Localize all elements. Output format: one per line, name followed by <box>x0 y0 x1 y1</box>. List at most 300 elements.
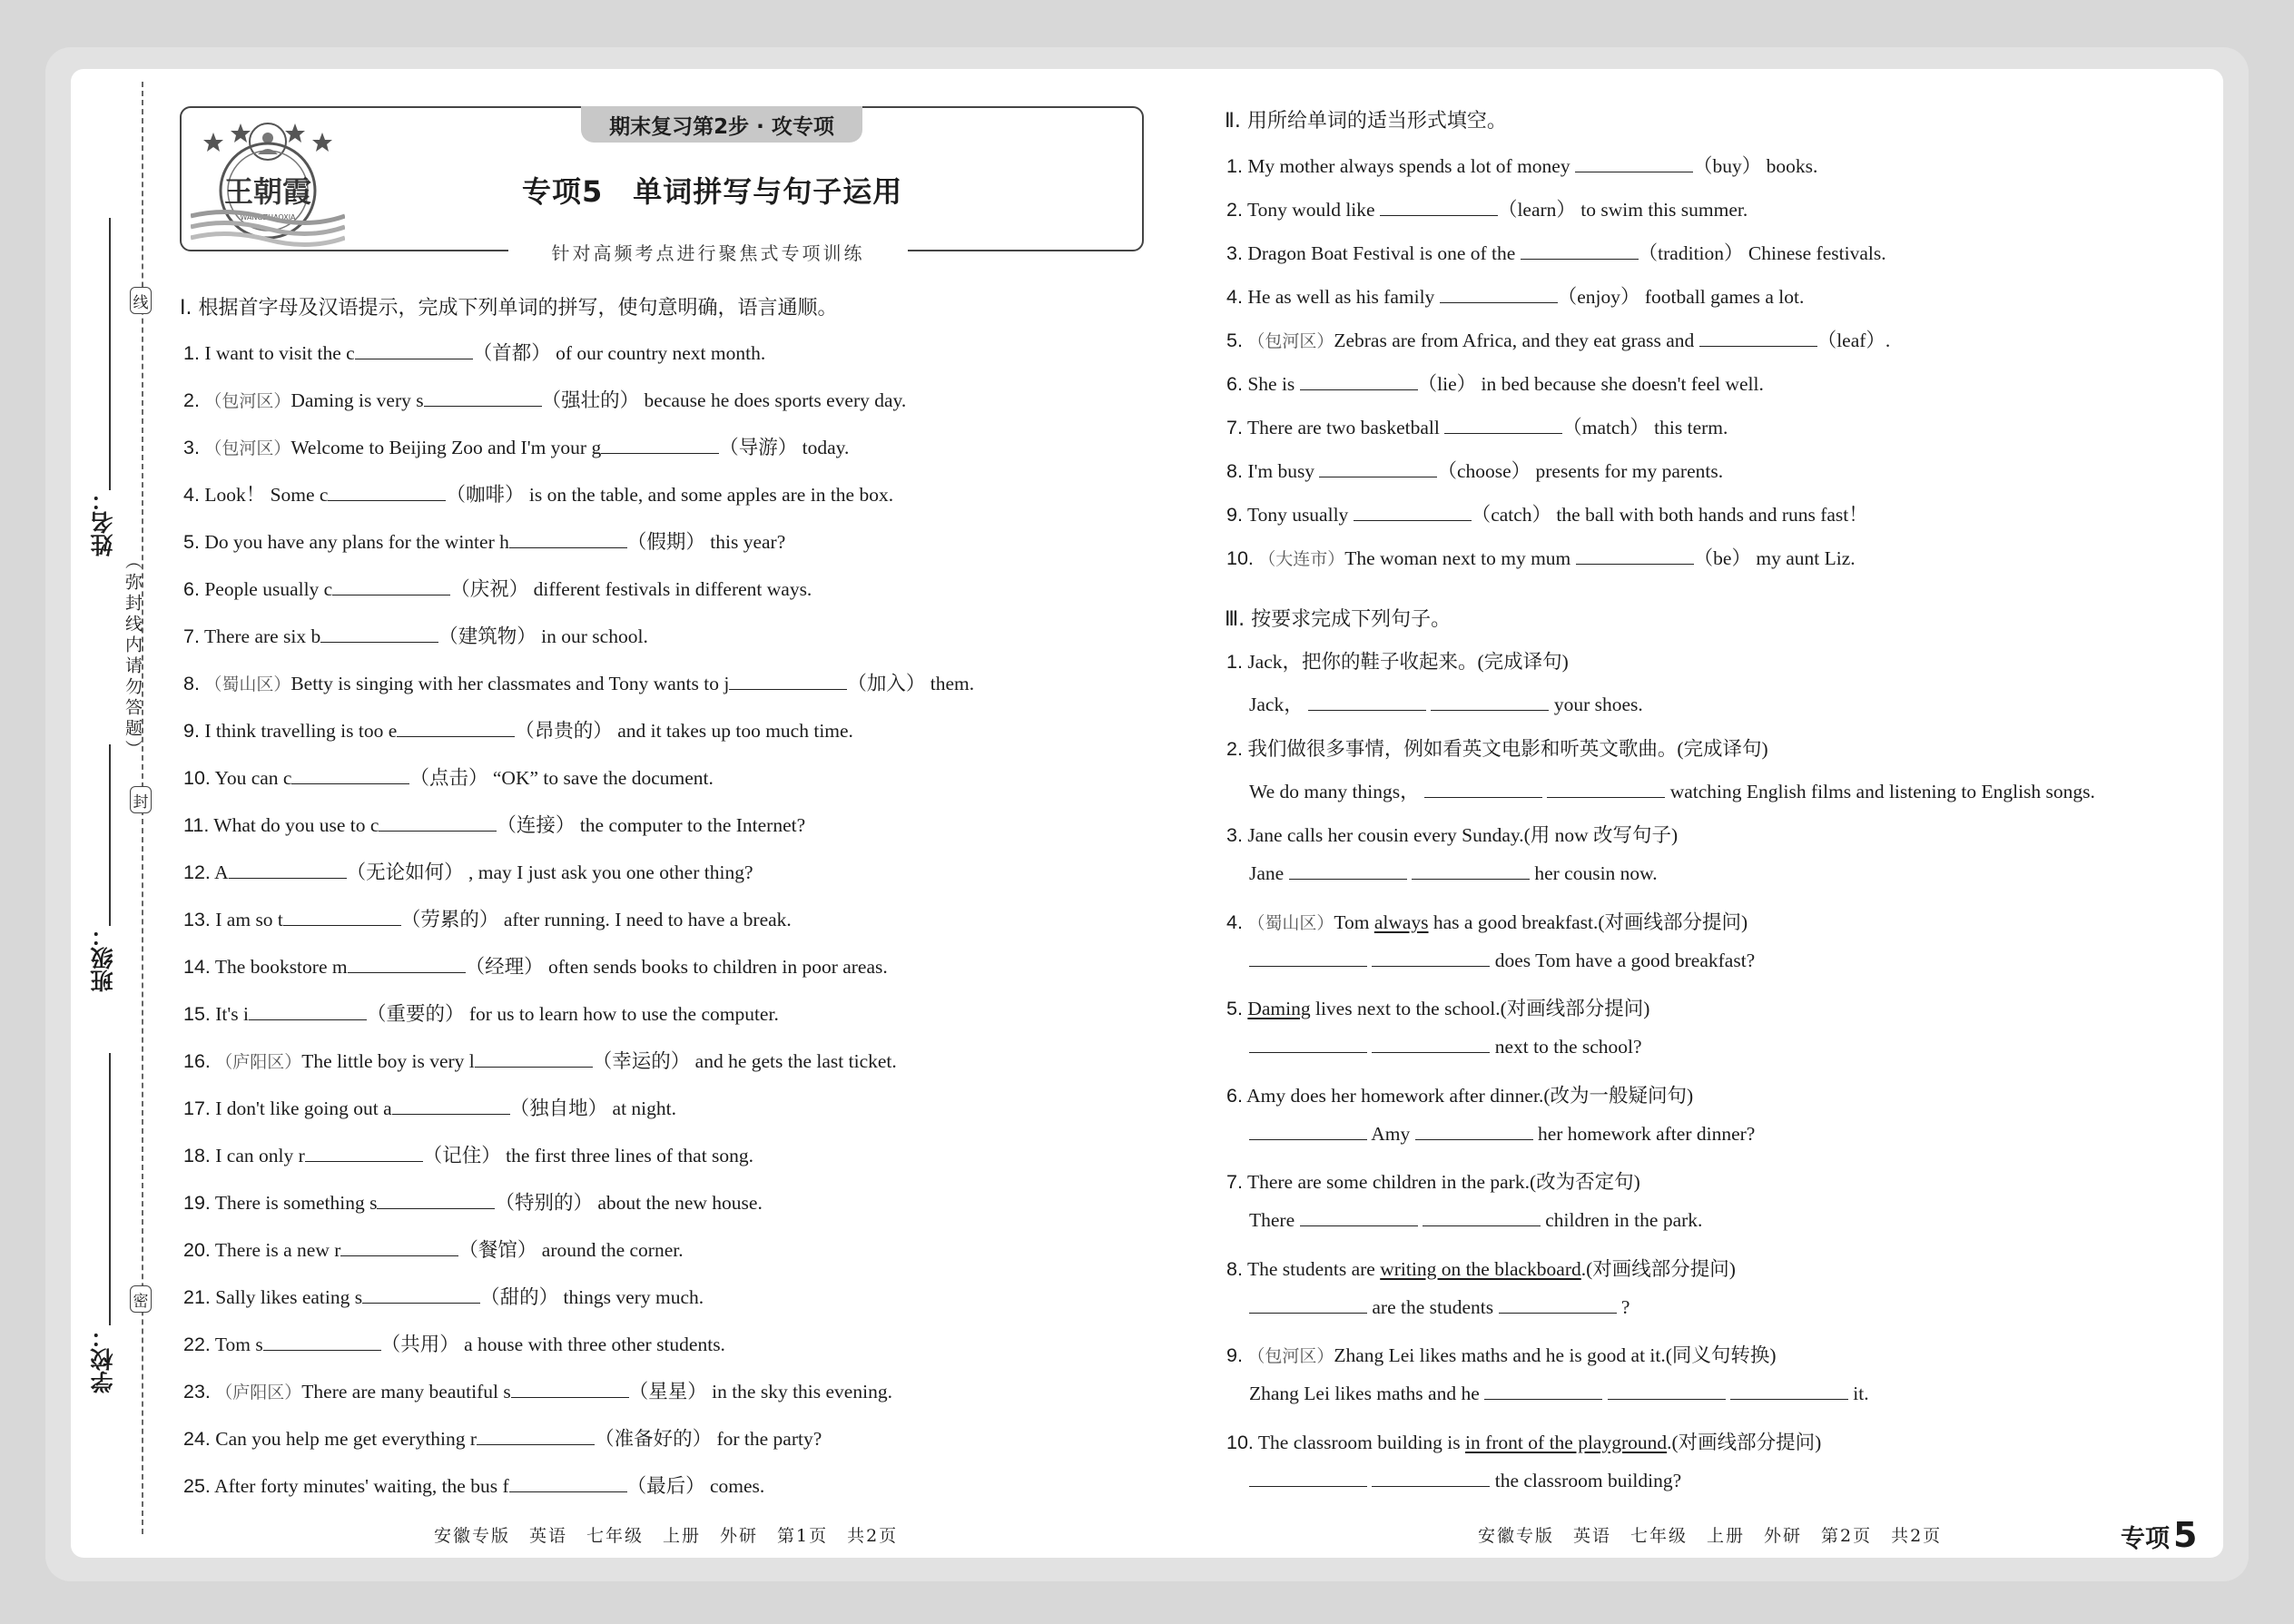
section1-item <box>183 857 753 885</box>
answer-blank[interactable] <box>291 767 409 784</box>
section3-answer-line <box>1249 776 2095 804</box>
question-text: 我们做很多事情，例如看英文电影和听英文歌曲。(完成译句) <box>1247 737 1768 760</box>
footer-left: 安徽专版 英语 七年级 上册 外研 第1页 共2页 <box>434 1526 899 1546</box>
section3-answer-line <box>1249 1296 1629 1319</box>
section1-item <box>183 810 805 838</box>
item-number: 4. <box>1226 286 1243 308</box>
item-rest: different festivals in different ways. <box>533 578 812 600</box>
answer-text: your shoes. <box>1553 694 1643 715</box>
section3-question <box>1226 820 1678 848</box>
hint-text: （无论如何） <box>346 861 464 883</box>
item-number: 7. <box>1226 417 1243 438</box>
item-prompt: Tom s <box>214 1334 263 1355</box>
item-prompt: The little boy is very l <box>301 1050 475 1072</box>
section3-answer-line <box>1249 1036 1642 1058</box>
item-prompt: It's i <box>215 1003 249 1025</box>
item-rest: them. <box>930 673 975 694</box>
section3-question <box>1226 646 1569 674</box>
hint-text: （记住） <box>422 1145 501 1166</box>
section3-answer-line <box>1249 950 1755 972</box>
district-tag: （蜀山区） <box>1247 913 1334 933</box>
answer-blank[interactable] <box>249 1003 367 1020</box>
hint-text: （buy） <box>1692 155 1762 177</box>
hint-text: （choose） <box>1437 460 1531 482</box>
section1-item <box>183 432 849 460</box>
answer-blank[interactable] <box>1372 950 1490 967</box>
page-title: 专项5 单词拼写与句子运用 <box>522 174 903 209</box>
item-prompt: There are two basketball <box>1246 417 1440 438</box>
answer-blank[interactable] <box>1423 1209 1541 1226</box>
answer-blank[interactable] <box>511 1381 629 1398</box>
answer-blank[interactable] <box>1424 781 1542 798</box>
item-rest: in our school. <box>541 625 648 647</box>
item-number: 4. <box>183 484 200 506</box>
hint-text: （be） <box>1693 547 1751 569</box>
seal-mark-bottom: 密 <box>130 1285 152 1313</box>
item-rest: “OK” to save the document. <box>492 767 714 789</box>
hint-text: （庆祝） <box>450 578 529 600</box>
item-number: 16. <box>183 1050 211 1072</box>
section1-item <box>183 951 888 979</box>
answer-blank[interactable] <box>1699 330 1817 347</box>
item-number: 10. <box>1226 1431 1254 1453</box>
section2-item <box>1226 194 1748 222</box>
item-number: 2. <box>1226 737 1243 760</box>
answer-blank[interactable] <box>328 484 446 501</box>
hint-text: （特别的） <box>495 1192 593 1214</box>
hint-text: （经理） <box>465 956 544 978</box>
section1-item <box>183 668 974 696</box>
underlined-part: in front of the playground <box>1465 1431 1668 1453</box>
section2-item <box>1226 325 1890 353</box>
item-rest: comes. <box>710 1475 765 1497</box>
section1-heading: Ⅰ. 根据首字母及汉语提示，完成下列单词的拼写，使句意明确，语言通顺。 <box>180 297 838 320</box>
item-prompt: Welcome to Beijing Zoo and I'm your g <box>290 437 602 458</box>
section3-answer-line <box>1249 1209 1702 1232</box>
item-rest: Chinese festivals. <box>1748 242 1886 264</box>
item-prompt: I'm busy <box>1247 460 1315 482</box>
section3-question <box>1226 733 1768 762</box>
item-rest: for the party? <box>716 1428 822 1450</box>
section1-item <box>183 763 714 791</box>
section2-item <box>1226 543 1856 571</box>
answer-blank[interactable] <box>1372 1036 1490 1053</box>
answer-blank[interactable] <box>1440 286 1558 303</box>
topic-badge-number: 5 <box>2173 1515 2198 1555</box>
answer-blank[interactable] <box>477 1428 595 1445</box>
hint-text: （catch） <box>1471 504 1552 526</box>
item-prompt: My mother always spends a lot of money <box>1247 155 1570 177</box>
answer-blank[interactable] <box>1300 373 1418 390</box>
item-number: 1. <box>1226 651 1243 673</box>
district-tag: （大连市） <box>1258 550 1345 569</box>
question-text: has a good breakfast.(对画线部分提问) <box>1428 910 1748 933</box>
review-step-tab: 期末复习第2步 · 攻专项 <box>581 106 862 143</box>
school-line <box>109 1053 111 1325</box>
item-prompt: I can only r <box>215 1145 305 1166</box>
answer-blank[interactable] <box>320 625 438 643</box>
answer-blank[interactable] <box>332 578 450 595</box>
item-number: 8. <box>1226 1257 1243 1280</box>
item-rest: after running. I need to have a break. <box>503 909 792 930</box>
svg-text:王朝霞: 王朝霞 <box>223 174 312 209</box>
hint-text: （甜的） <box>480 1286 559 1308</box>
item-rest: in the sky this evening. <box>712 1381 892 1403</box>
item-rest: football games a lot. <box>1644 286 1805 308</box>
question-text: .(对画线部分提问) <box>1667 1431 1822 1453</box>
answer-blank[interactable] <box>1308 694 1426 711</box>
question-text: Amy does her homework after dinner.(改为一般疑问句) <box>1246 1084 1694 1107</box>
item-number: 21. <box>183 1286 211 1308</box>
answer-blank[interactable] <box>1576 547 1694 565</box>
answer-blank[interactable] <box>1547 781 1665 798</box>
answer-blank[interactable] <box>1499 1296 1617 1314</box>
name-label: 姓名： <box>90 488 116 556</box>
seal-mark-top: 线 <box>130 287 152 314</box>
question-text: The students are <box>1246 1257 1381 1280</box>
answer-text: the classroom building? <box>1494 1469 1682 1491</box>
section3-question <box>1226 1080 1693 1108</box>
section1-item <box>183 1187 763 1216</box>
item-number: 24. <box>183 1428 211 1450</box>
hint-text: （match） <box>1562 417 1649 438</box>
item-prompt: She is <box>1247 373 1295 395</box>
school-label: 学校： <box>90 1325 116 1393</box>
answer-blank[interactable] <box>1354 504 1472 521</box>
item-rest: , may I just ask you one other thing? <box>468 861 753 883</box>
section3-question <box>1226 1166 1640 1195</box>
item-prompt: A <box>214 861 229 883</box>
answer-blank[interactable] <box>283 909 401 926</box>
district-tag: （蜀山区） <box>204 675 291 694</box>
item-number: 1. <box>183 342 200 364</box>
item-number: 18. <box>183 1145 211 1166</box>
answer-blank[interactable] <box>1380 199 1498 216</box>
answer-blank[interactable] <box>377 1192 495 1209</box>
item-number: 17. <box>183 1097 211 1119</box>
item-rest: books. <box>1766 155 1818 177</box>
answer-blank[interactable] <box>355 342 473 359</box>
section1-item <box>183 621 648 649</box>
section3-answer-line <box>1249 1123 1755 1146</box>
item-number: 25. <box>183 1475 211 1497</box>
hint-text: （点击） <box>409 767 488 789</box>
svg-text:WANGZHAOXIA: WANGZHAOXIA <box>240 213 296 221</box>
section1-item <box>183 1235 684 1263</box>
section1-item <box>183 904 792 932</box>
answer-text: watching English films and listening to English songs. <box>1669 780 2095 802</box>
section2-item <box>1226 412 1728 440</box>
answer-text: Zhang Lei likes maths and he <box>1249 1383 1480 1404</box>
district-tag: （包河区） <box>1247 332 1334 351</box>
topic-badge-label: 专项 <box>2121 1525 2170 1553</box>
answer-blank[interactable] <box>601 437 719 454</box>
hint-text: （leaf）. <box>1816 330 1891 351</box>
answer-text: Jack， <box>1249 694 1304 715</box>
answer-blank[interactable] <box>509 531 627 548</box>
answer-text: ? <box>1620 1295 1630 1318</box>
answer-blank[interactable] <box>229 861 347 879</box>
item-number: 1. <box>1226 155 1243 177</box>
answer-blank[interactable] <box>1249 950 1367 967</box>
item-number: 9. <box>1226 504 1243 526</box>
hint-text: （tradition） <box>1638 242 1744 264</box>
hint-text: （建筑物） <box>438 625 537 647</box>
section1-item <box>183 574 812 602</box>
item-prompt: Can you help me get everything r <box>215 1428 478 1450</box>
section3-question <box>1226 907 1748 935</box>
district-tag: （包河区） <box>1247 1347 1334 1366</box>
item-rest: the computer to the Internet? <box>579 814 806 836</box>
hint-text: （星星） <box>628 1381 707 1403</box>
item-prompt: Daming is very s <box>290 389 424 411</box>
section1-item <box>183 527 785 555</box>
section3-answer-line <box>1249 862 1658 885</box>
answer-blank[interactable] <box>1249 1123 1367 1140</box>
section3-question <box>1226 1427 1821 1455</box>
section1-item <box>183 338 765 366</box>
publisher-logo <box>191 116 345 248</box>
item-number: 6. <box>1226 1084 1243 1107</box>
answer-blank[interactable] <box>1289 862 1407 880</box>
item-prompt: Tony usually <box>1246 504 1349 526</box>
answer-text: are the students <box>1372 1295 1494 1318</box>
section2-item <box>1226 238 1886 266</box>
section2-item <box>1226 151 1817 179</box>
item-rest: to swim this summer. <box>1580 199 1748 221</box>
item-number: 5. <box>183 531 200 553</box>
answer-blank[interactable] <box>424 389 542 407</box>
item-rest: in bed because she doesn't feel well. <box>1481 373 1764 395</box>
item-rest: and it takes up too much time. <box>617 720 853 742</box>
underlined-part: Daming <box>1247 998 1311 1019</box>
section3-answer-line <box>1249 1383 1869 1405</box>
item-prompt: There are many beautiful s <box>301 1381 511 1403</box>
item-prompt: He as well as his family <box>1247 286 1435 308</box>
hint-text: （餐馆） <box>458 1239 537 1261</box>
question-text: Tom <box>1334 910 1374 933</box>
question-text: There are some children in the park.(改为否定句) <box>1246 1171 1640 1193</box>
answer-blank[interactable] <box>1431 694 1549 711</box>
item-prompt: I am so t <box>215 909 283 930</box>
answer-blank[interactable] <box>1319 460 1437 477</box>
answer-blank[interactable] <box>1412 862 1530 880</box>
section1-item <box>183 1282 704 1310</box>
answer-text: children in the park. <box>1545 1209 1703 1231</box>
hint-text: （首都） <box>472 342 551 364</box>
district-tag: （庐阳区） <box>215 1053 302 1072</box>
section2-item <box>1226 499 1868 527</box>
item-rest: and he gets the last ticket. <box>694 1050 897 1072</box>
hint-text: （最后） <box>626 1475 705 1497</box>
answer-text: her cousin now. <box>1534 862 1658 884</box>
item-number: 9. <box>1226 1344 1243 1366</box>
hint-text: （learn） <box>1497 199 1576 221</box>
hint-text: （lie） <box>1417 373 1477 395</box>
answer-blank[interactable] <box>509 1475 627 1492</box>
answer-blank[interactable] <box>263 1334 381 1351</box>
item-prompt: I think travelling is too e <box>204 720 398 742</box>
item-number: 22. <box>183 1334 211 1355</box>
item-prompt: There is something s <box>214 1192 378 1214</box>
seal-note: （弥封线内请勿答题） <box>123 552 143 761</box>
answer-blank[interactable] <box>1300 1209 1418 1226</box>
answer-text: Jane <box>1249 862 1285 884</box>
section2-item <box>1226 369 1764 397</box>
item-prompt: There is a new r <box>214 1239 341 1261</box>
answer-blank[interactable] <box>379 814 497 832</box>
answer-blank[interactable] <box>729 673 847 690</box>
item-prompt: After forty minutes' waiting, the bus f <box>214 1475 509 1497</box>
item-number: 6. <box>1226 373 1243 395</box>
section1-item <box>183 715 853 743</box>
item-rest: around the corner. <box>541 1239 684 1261</box>
section3-heading: Ⅲ. 按要求完成下列句子。 <box>1225 608 1452 631</box>
hint-text: （重要的） <box>367 1003 465 1025</box>
item-rest: this year? <box>710 531 786 553</box>
name-line <box>109 218 111 490</box>
item-rest: things very much. <box>563 1286 704 1308</box>
section1-item <box>183 385 906 413</box>
hint-text: （加入） <box>847 673 926 694</box>
item-number: 20. <box>183 1239 211 1261</box>
item-rest: presents for my parents. <box>1535 460 1724 482</box>
district-tag: （包河区） <box>204 392 291 411</box>
answer-blank[interactable] <box>392 1097 510 1115</box>
item-prompt: Betty is singing with her classmates and Tony wants to j <box>290 673 730 694</box>
answer-blank[interactable] <box>1372 1470 1490 1487</box>
item-rest: the first three lines of that song. <box>506 1145 754 1166</box>
section1-item <box>183 1140 753 1168</box>
hint-text: （导游） <box>719 437 798 458</box>
answer-blank[interactable] <box>305 1145 423 1162</box>
section3-answer-line <box>1249 689 1643 717</box>
section2-heading: Ⅱ. 用所给单词的适当形式填空。 <box>1225 110 1507 133</box>
item-number: 15. <box>183 1003 211 1025</box>
answer-blank[interactable] <box>1730 1383 1848 1400</box>
item-rest: for us to learn how to use the computer. <box>468 1003 779 1025</box>
item-number: 3. <box>1226 824 1243 846</box>
item-number: 5. <box>1226 330 1243 351</box>
item-rest: my aunt Liz. <box>1756 547 1856 569</box>
answer-blank[interactable] <box>397 720 515 737</box>
item-prompt: Dragon Boat Festival is one of the <box>1247 242 1516 264</box>
answer-text: next to the school? <box>1494 1036 1642 1058</box>
answer-blank[interactable] <box>362 1286 480 1304</box>
answer-blank[interactable] <box>348 956 466 973</box>
hint-text: （准备好的） <box>595 1428 713 1450</box>
hint-text: （独自地） <box>509 1097 608 1119</box>
item-number: 10. <box>183 767 211 789</box>
answer-blank[interactable] <box>1484 1383 1602 1400</box>
section2-item <box>1226 456 1723 484</box>
question-text: Jack，把你的鞋子收起来。(完成译句) <box>1247 651 1569 673</box>
item-prompt: There are six b <box>203 625 321 647</box>
item-prompt: The woman next to my mum <box>1344 547 1571 569</box>
question-text: lives next to the school.(对画线部分提问) <box>1310 998 1650 1019</box>
answer-blank[interactable] <box>1249 1296 1367 1314</box>
answer-blank[interactable] <box>1415 1123 1533 1140</box>
answer-blank[interactable] <box>475 1050 593 1068</box>
answer-text: her homework after dinner? <box>1537 1122 1756 1145</box>
item-prompt: You can c <box>214 767 292 789</box>
item-rest: is on the table, and some apples are in the box. <box>528 484 894 506</box>
underlined-part: always <box>1373 910 1429 933</box>
hint-text: （enjoy） <box>1557 286 1640 308</box>
item-number: 3. <box>183 437 200 458</box>
answer-text: There <box>1249 1209 1295 1231</box>
answer-blank[interactable] <box>340 1239 458 1256</box>
item-rest: because he does sports every day. <box>644 389 907 411</box>
hint-text: （强壮的） <box>541 389 640 411</box>
district-tag: （庐阳区） <box>215 1383 302 1403</box>
answer-blank[interactable] <box>1608 1383 1726 1400</box>
section1-item <box>183 999 779 1027</box>
answer-blank[interactable] <box>1444 417 1562 434</box>
answer-blank[interactable] <box>1249 1470 1367 1487</box>
question-text: The classroom building is <box>1257 1431 1466 1453</box>
question-text: Jane calls her cousin every Sunday.(用 now 改写句子) <box>1247 824 1679 846</box>
item-prompt: I want to visit the c <box>204 342 355 364</box>
answer-blank[interactable] <box>1575 155 1693 172</box>
item-number: 8. <box>1226 460 1243 482</box>
answer-text: it. <box>1853 1383 1869 1404</box>
underlined-part: writing on the blackboard <box>1380 1257 1581 1280</box>
item-prompt: The bookstore m <box>214 956 348 978</box>
hint-text: （幸运的） <box>592 1050 691 1072</box>
hint-text: （共用） <box>380 1334 459 1355</box>
district-tag: （包河区） <box>204 439 291 458</box>
answer-blank[interactable] <box>1521 242 1639 260</box>
item-number: 9. <box>183 720 200 742</box>
item-number: 11. <box>183 814 210 836</box>
seal-mark-middle: 封 <box>130 786 152 813</box>
item-number: 7. <box>183 625 200 647</box>
item-prompt: Look！ Some c <box>204 484 329 506</box>
section1-item <box>183 1093 676 1121</box>
hint-text: （昂贵的） <box>515 720 613 742</box>
item-prompt: What do you use to c <box>213 814 379 836</box>
item-prompt: Do you have any plans for the winter h <box>204 531 509 553</box>
question-text: Zhang Lei likes maths and he is good at it.(同义句转换) <box>1334 1344 1777 1366</box>
section1-item <box>183 1329 725 1357</box>
item-number: 23. <box>183 1381 211 1403</box>
item-number: 8. <box>183 673 200 694</box>
item-rest: the ball with both hands and runs fast！ <box>1556 504 1868 526</box>
section3-question <box>1226 993 1649 1021</box>
item-rest: at night. <box>612 1097 676 1119</box>
item-number: 6. <box>183 578 200 600</box>
item-number: 13. <box>183 909 211 930</box>
item-number: 10. <box>1226 547 1254 569</box>
section3-question <box>1226 1340 1777 1368</box>
item-prompt: Sally likes eating s <box>215 1286 363 1308</box>
item-prompt: I don't like going out a <box>215 1097 392 1119</box>
item-number: 4. <box>1226 910 1243 933</box>
hint-text: （咖啡） <box>446 484 525 506</box>
page-subtitle: 针对高频考点进行聚焦式专项训练 <box>508 237 908 266</box>
item-number: 7. <box>1226 1171 1243 1193</box>
item-number: 12. <box>183 861 211 883</box>
answer-blank[interactable] <box>1249 1036 1367 1053</box>
item-number: 19. <box>183 1192 211 1214</box>
item-rest: a house with three other students. <box>464 1334 725 1355</box>
item-number: 2. <box>1226 199 1243 221</box>
item-prompt: Tony would like <box>1246 199 1375 221</box>
item-number: 5. <box>1226 998 1243 1019</box>
item-rest: often sends books to children in poor areas. <box>547 956 888 978</box>
section2-item <box>1226 281 1804 310</box>
